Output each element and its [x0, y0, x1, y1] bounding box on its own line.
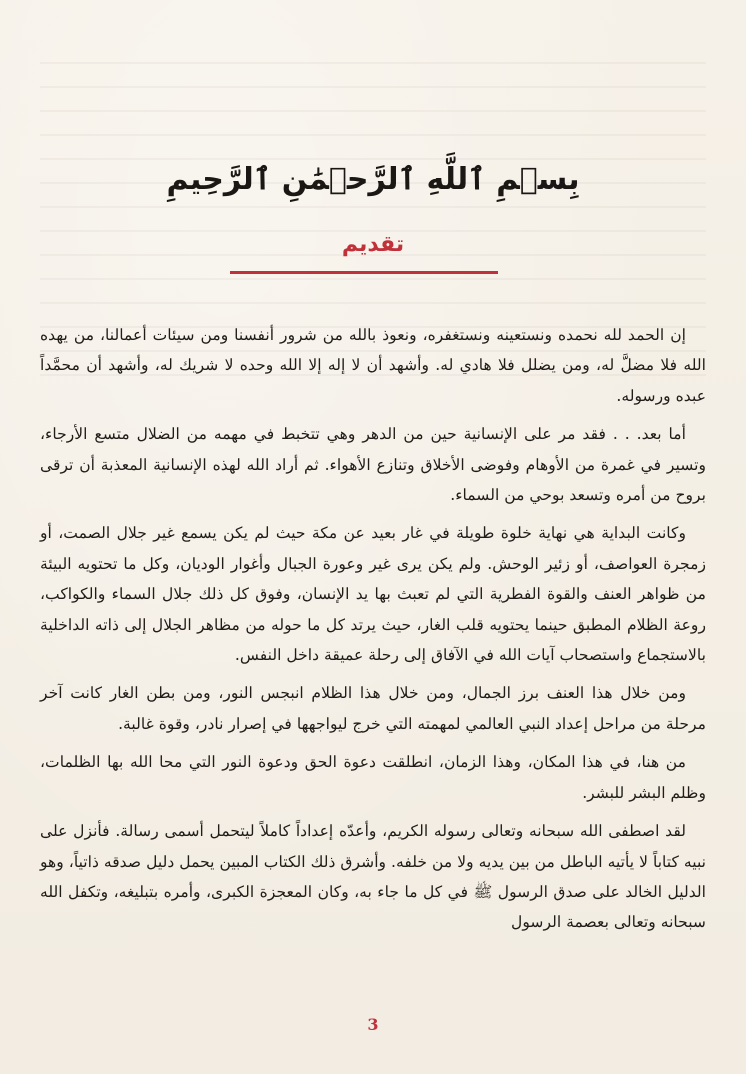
- paragraph: أما بعد. . . فقد مر على الإنسانية حين من الدهر وهي تتخبط في مهمه من الضلال متسع الأرجاء، وتسير في غمرة من الأوهام وفوضى الأخلاق وتنازع الأهواء. ثم أراد الله لهذه الإنسانية المعذبة أن ترقى بروح من أمره وتسعد بوحي من السماء.: [40, 425, 706, 505]
- basmala-heading: بِسۡمِ ٱللَّهِ ٱلرَّحۡمَٰنِ ٱلرَّحِيمِ: [166, 162, 580, 197]
- paragraph: من هنا، في هذا المكان، وهذا الزمان، انطلقت دعوة الحق ودعوة النور التي محا الله بها الظلمات، وظلم البشر للبشر.: [40, 753, 706, 802]
- paragraph: ومن خلال هذا العنف برز الجمال، ومن خلال هذا الظلام انبجس النور، ومن بطن الغار كانت آخر مرحلة من مراحل إعداد النبي العالمي لمهمته التي خرج ليواجهها في إصرار نادر، وقوة غالبة.: [40, 684, 706, 733]
- paragraph: وكانت البداية هي نهاية خلوة طويلة في غار بعيد عن مكة حيث لم يكن يسمع غير جلال الصمت، أو زمجرة العواصف، أو زئير الوحش. ولم يكن يرى غير وعورة الجبال وأغوار الوديان، وكل ما تحتويه البيئة من ظواهر العنف والقوة الفطرية التي لم تعبث بها يد الإنسان، وفوق كل ذلك جلال السماء والكواكب، روعة الظلام المطبق حينما يحتويه قلب الغار، حيث يرتد كل ما حوله من مظاهر الجلال إلى ذاته الداخلية بالاستجماع واستصحاب آيات الله في الآفاق إلى رحلة عميقة داخل النفس.: [40, 524, 706, 665]
- body-text: [40, 320, 706, 946]
- paragraph: لقد اصطفى الله سبحانه وتعالى رسوله الكريم، وأعدّه إعداداً كاملاً ليتحمل أسمى رسالة. فأنزل على نبيه كتاباً لا يأتيه الباطل من بين يديه ولا من خلفه. وأشرق ذلك الكتاب المبين يحمل دليل صدقه ذاتياً، وهو الدليل الخالد على صدق الرسول ﷺ في كل ما جاء به، وكان المعجزة الكبرى، وأمره بتبليغه، وتكفل الله سبحانه وتعالى بعصمة الرسول: [40, 822, 706, 932]
- page-number: 3: [367, 1015, 379, 1034]
- paragraph: إن الحمد لله نحمده ونستعينه ونستغفره، ونعوذ بالله من شرور أنفسنا ومن سيئات أعمالنا، من يهده الله فلا مضلَّ له، ومن يضلل فلا هادي له. وأشهد أن لا إله إلا الله وحده لا شريك له، وأشهد أن محمَّداً عبده ورسوله.: [40, 326, 706, 405]
- title-underline: [230, 271, 498, 274]
- section-title: تقديم: [341, 232, 405, 257]
